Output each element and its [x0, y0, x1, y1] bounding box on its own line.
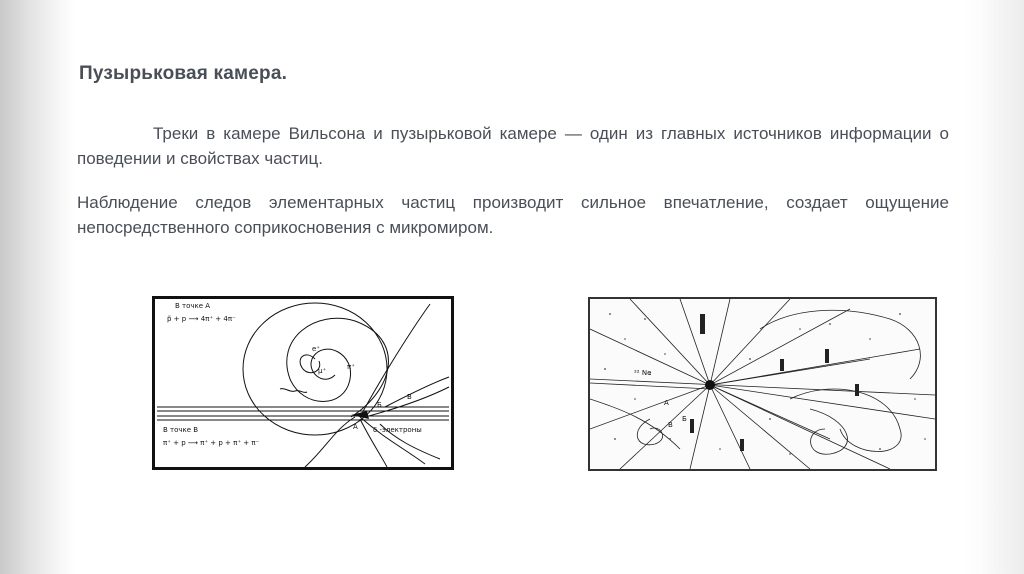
label-point-b: В точке B: [163, 426, 199, 434]
slide-title: Пузырьковая камера.: [79, 63, 288, 84]
dark-blob-3: [825, 349, 829, 363]
ray-3: [680, 299, 710, 385]
marker-b-small: Б: [377, 401, 382, 409]
right-decorative-gradient: [964, 0, 1024, 574]
outgoing-track-5: [305, 417, 355, 467]
dark-blob-6: [740, 439, 744, 451]
marker-a: A: [353, 423, 358, 431]
dark-blob-4: [855, 384, 859, 396]
reaction-b: π⁺ + p ⟶ π⁺ + p + π⁺ + π⁻: [163, 439, 260, 447]
dark-blob-2: [780, 359, 784, 371]
curl-track-2: [810, 409, 847, 454]
outgoing-track-1: [360, 417, 425, 464]
paragraph-1: Треки в камере Вильсона и пузырьковой камере — один из главных источников информации о поведении и свойствах частиц.: [77, 124, 949, 168]
ray-5: [710, 299, 790, 385]
delta-electron-label: δ -электроны: [373, 426, 422, 434]
wavy-track: [280, 389, 307, 393]
ne-label: ²² Ne: [634, 369, 652, 377]
muon-label: μ⁺: [318, 367, 327, 375]
ray-13: [620, 385, 710, 469]
track-photo-svg: [590, 299, 935, 469]
ray-4: [710, 299, 730, 385]
ray-15: [710, 385, 830, 439]
dark-blob-1: [700, 314, 705, 334]
dark-blob-5: [690, 419, 694, 433]
marker-a-right: А: [664, 399, 669, 407]
pion-label: π⁺: [347, 363, 355, 371]
reaction-a: p̃ + p ⟶ 4π⁺ + 4π⁻: [167, 315, 236, 323]
paragraph-2: Наблюдение следов элементарных частиц производит сильное впечатление, создает ощущение непосредственного соприкосновения с микромиром.: [77, 193, 949, 237]
electron-label: e⁺: [312, 345, 321, 353]
marker-b-right: Б: [682, 415, 687, 423]
marker-v-right: В: [668, 421, 673, 429]
ray-11: [710, 385, 750, 469]
ray-9: [710, 385, 890, 469]
track-photo-figure: [588, 297, 937, 471]
track-diagram-figure: [152, 296, 454, 470]
interaction-point: [705, 380, 715, 390]
track-diagram-svg: [155, 299, 451, 467]
curl-track-1: [790, 389, 901, 452]
left-decorative-gradient: [0, 0, 75, 574]
small-spiral-track: [300, 355, 320, 373]
label-point-a: В точке A: [175, 302, 211, 310]
marker-b: B: [407, 393, 412, 401]
